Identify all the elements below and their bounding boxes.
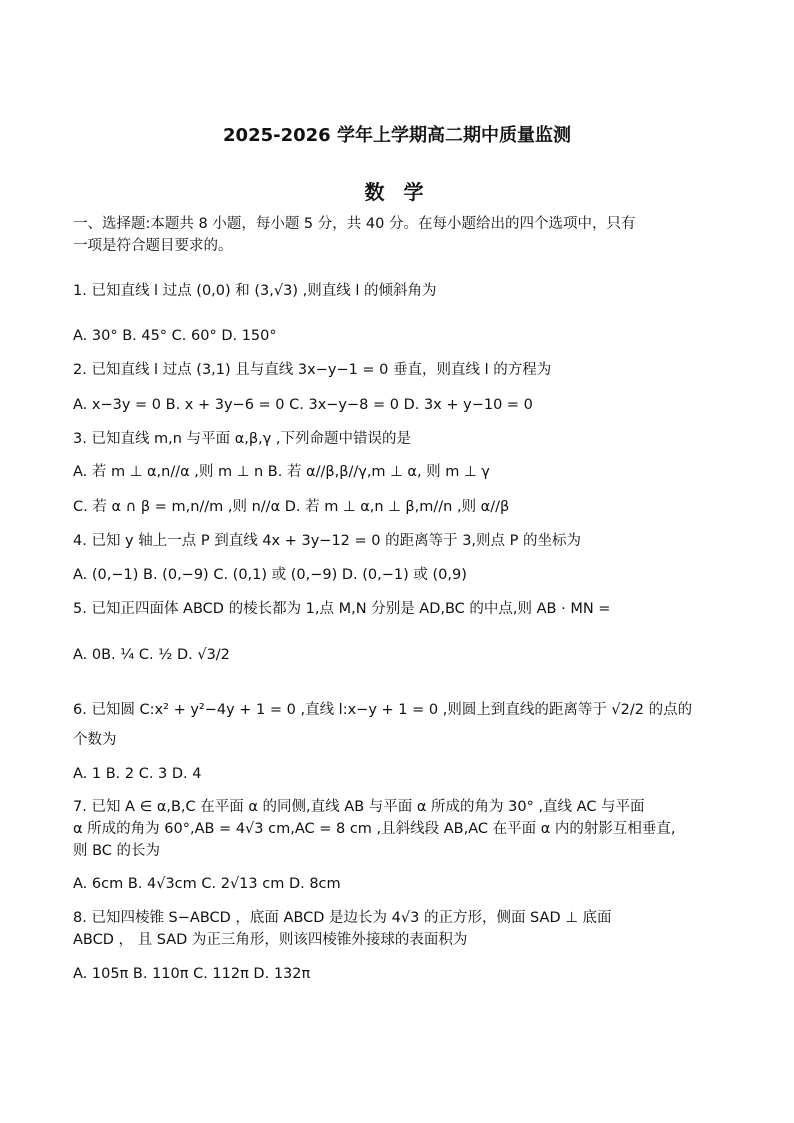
question-3-options-ab: A. 若 m ⊥ α,n//α ,则 m ⊥ n B. 若 α//β,β//γ,m ⊥ α, 则 m ⊥ γ [73,464,490,480]
question-2-stem: 2. 已知直线 l 过点 (3,1) 且与直线 3x−y−1 = 0 垂直，则直线 l 的方程为 [73,362,552,378]
question-6-stem-cont: 个数为 [73,732,117,748]
section-intro-line1: 一、选择题:本题共 8 小题，每小题 5 分，共 40 分。在每小题给出的四个选项中，只有 [73,216,636,232]
question-7-stem-cont2: 则 BC 的长为 [73,843,161,859]
question-8-options: A. 105π B. 110π C. 112π D. 132π [73,966,311,982]
exam-title: 2025-2026 学年上学期高二期中质量监测 [223,125,571,146]
question-5-stem: 5. 已知正四面体 ABCD 的棱长都为 1,点 M,N 分别是 AD,BC 的中点,则 AB · MN = [73,601,611,617]
question-3-options-cd: C. 若 α ∩ β = m,n//m ,则 n//α D. 若 m ⊥ α,n ⊥ β,m//n ,则 α//β [73,499,510,515]
question-1-stem: 1. 已知直线 l 过点 (0,0) 和 (3,√3) ,则直线 l 的倾斜角为 [73,283,437,299]
question-6-stem: 6. 已知圆 C:x² + y²−4y + 1 = 0 ,直线 l:x−y + 1 = 0 ,则圆上到直线的距离等于 √2/2 的点的 [73,702,693,718]
question-7-stem: 7. 已知 A ∈ α,B,C 在平面 α 的同侧,直线 AB 与平面 α 所成的角为 30° ,直线 AC 与平面 [73,799,645,815]
question-4-stem: 4. 已知 y 轴上一点 P 到直线 4x + 3y−12 = 0 的距离等于 3,则点 P 的坐标为 [73,533,582,549]
question-2-options: A. x−3y = 0 B. x + 3y−6 = 0 C. 3x−y−8 = 0 D. 3x + y−10 = 0 [73,397,533,413]
section-intro-line2: 一项是符合题目要求的。 [73,238,233,254]
question-7-options: A. 6cm B. 4√3cm C. 2√13 cm D. 8cm [73,876,341,892]
question-8-stem-cont: ABCD ， 且 SAD 为正三角形，则该四棱锥外接球的表面积为 [73,932,468,948]
question-3-stem: 3. 已知直线 m,n 与平面 α,β,γ ,下列命题中错误的是 [73,431,412,447]
question-1-options: A. 30° B. 45° C. 60° D. 150° [73,328,277,344]
question-7-stem-cont1: α 所成的角为 60°,AB = 4√3 cm,AC = 8 cm ,且斜线段 AB,AC 在平面 α 内的射影互相垂直, [73,821,676,837]
question-4-options: A. (0,−1) B. (0,−9) C. (0,1) 或 (0,−9) D. (0,−1) 或 (0,9) [73,567,467,583]
question-5-options: A. 0B. ¼ C. ½ D. √3/2 [73,647,230,663]
subject-title: 数 学 [364,180,430,204]
question-6-options: A. 1 B. 2 C. 3 D. 4 [73,766,202,782]
question-8-stem: 8. 已知四棱锥 S−ABCD ，底面 ABCD 是边长为 4√3 的正方形，侧面 SAD ⊥ 底面 [73,910,612,926]
